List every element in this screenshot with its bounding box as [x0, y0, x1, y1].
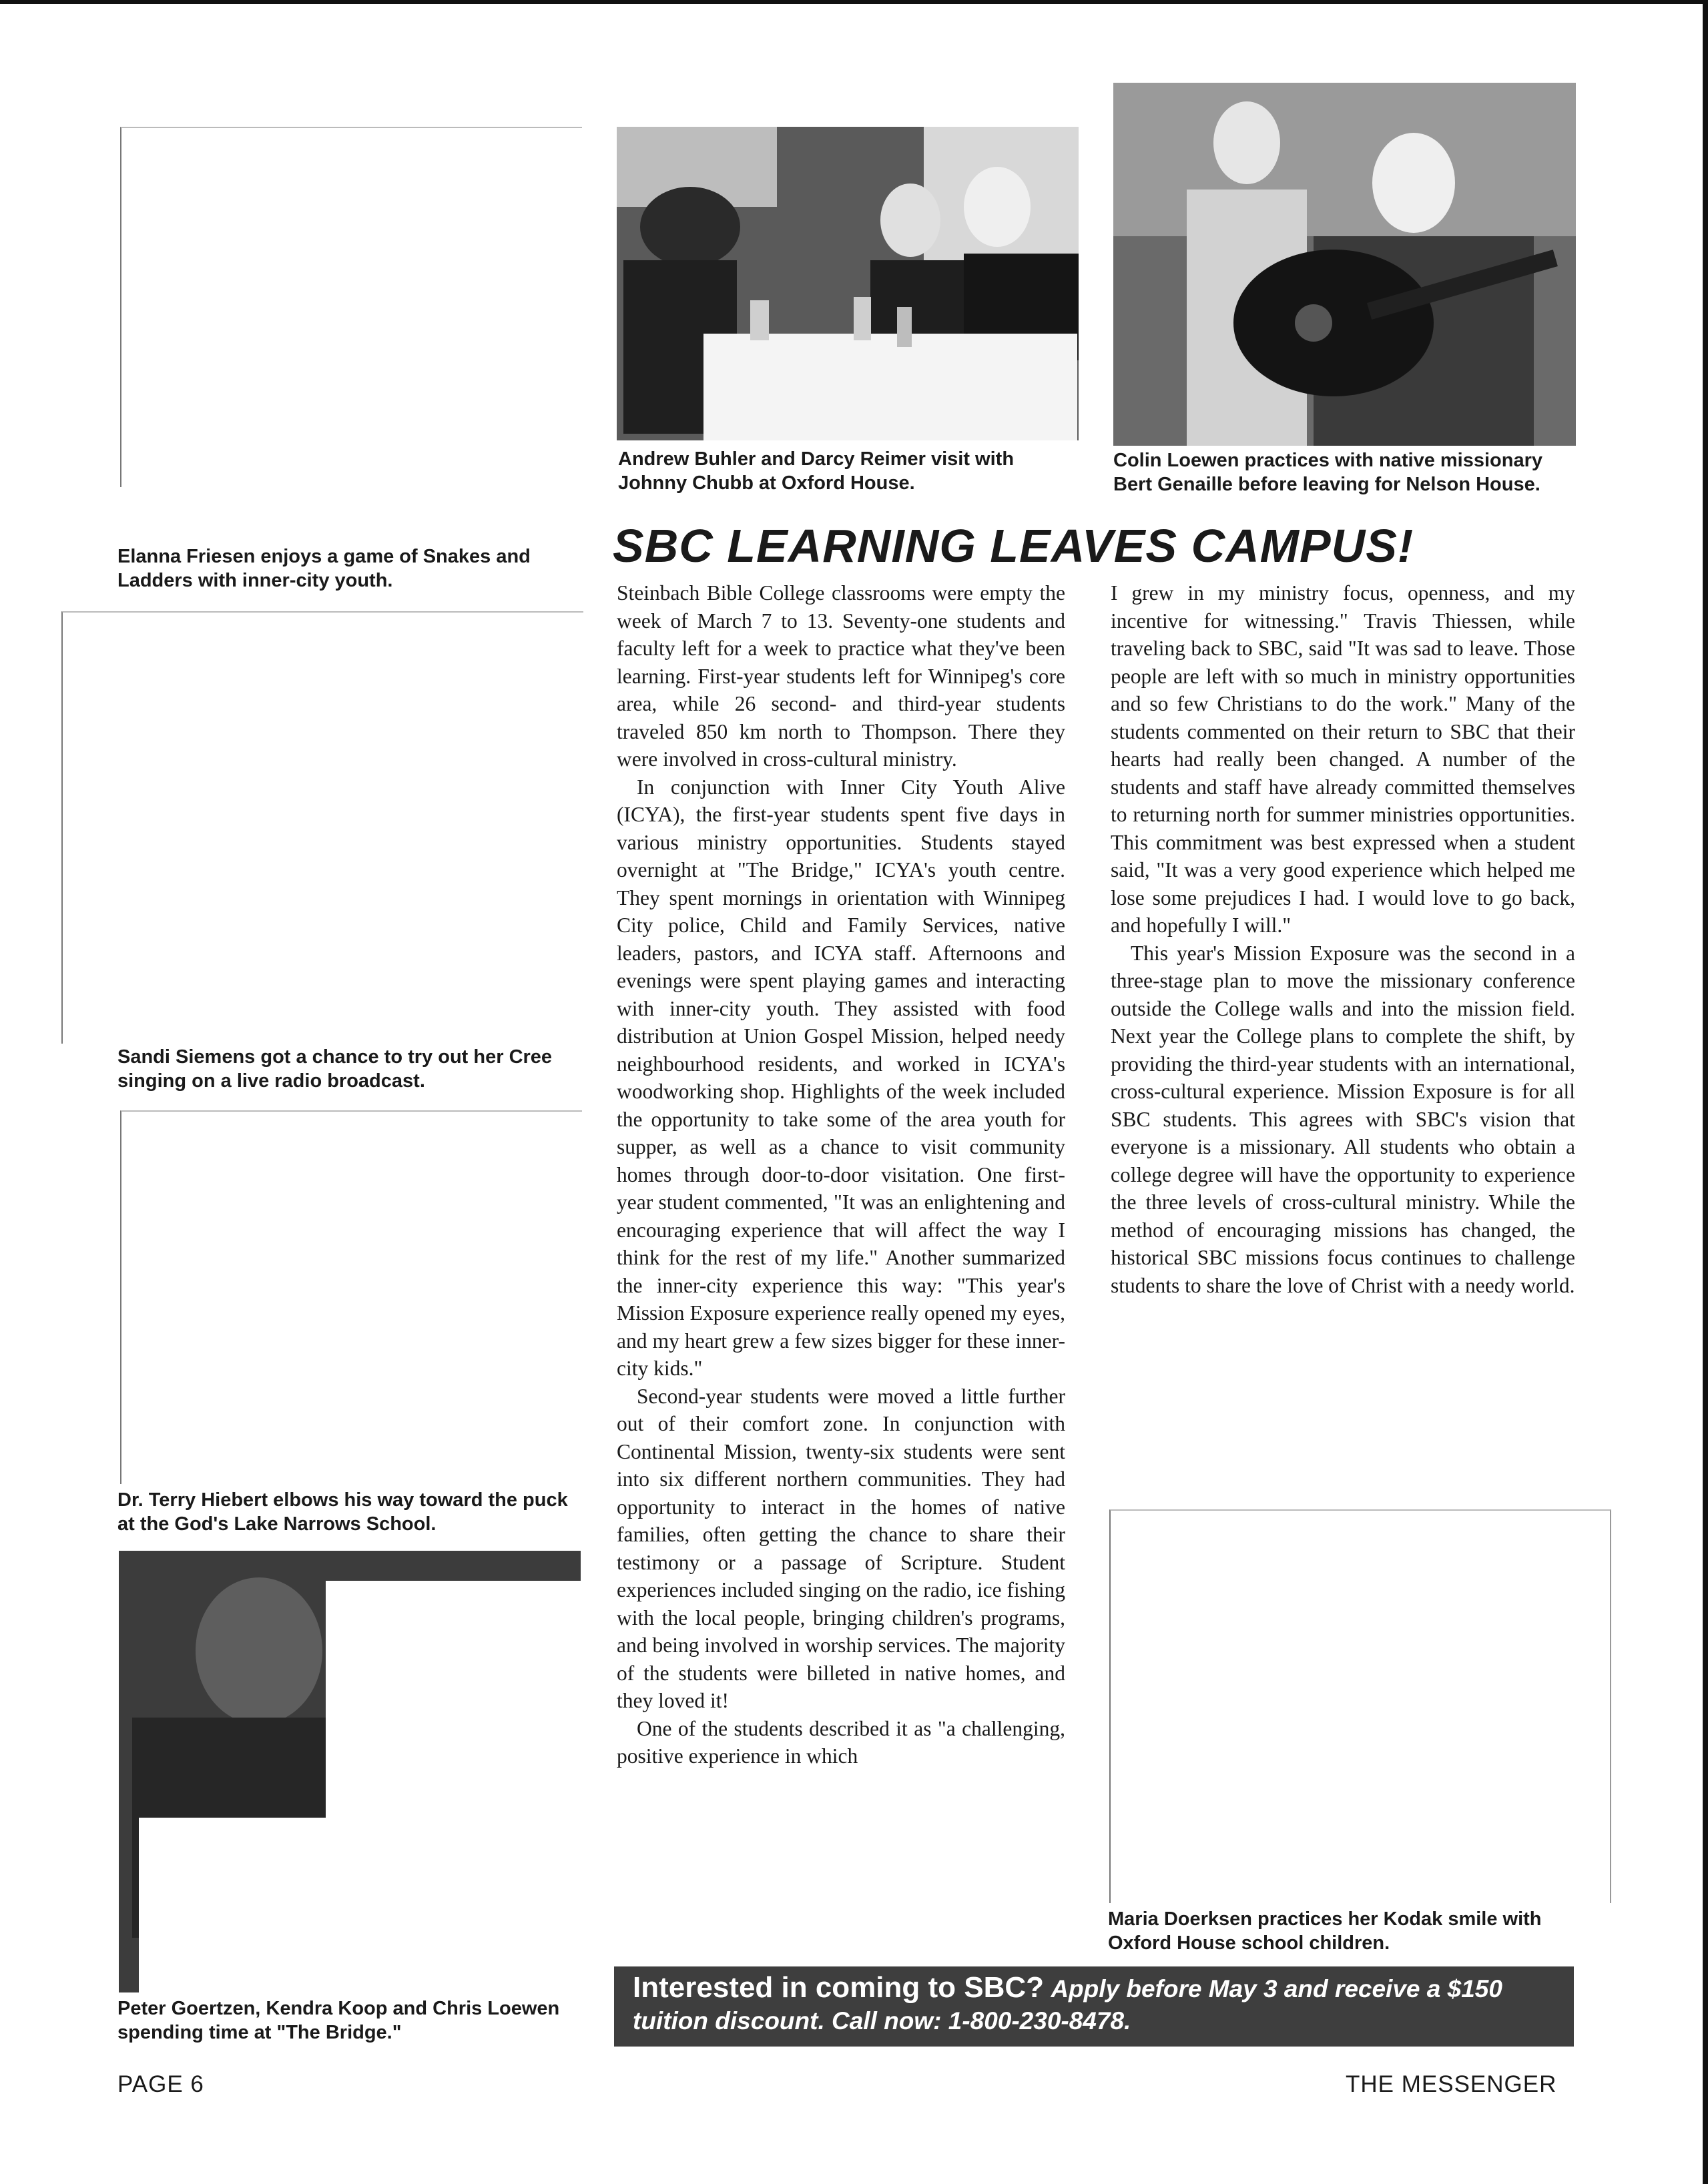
bridge-photo-svg — [119, 1551, 581, 1992]
footer-page-number: PAGE 6 — [117, 2071, 204, 2097]
photo-guitar-practice — [1113, 83, 1576, 446]
photo-caption: Colin Loewen practices with native missionary Bert Genaille before leaving for Nelson House. — [1113, 450, 1543, 495]
article-headline: SBC LEARNING LEAVES CAMPUS! — [613, 520, 1414, 572]
photo-the-bridge — [119, 1551, 581, 1992]
article-paragraph: In conjunction with Inner City Youth Alive (ICYA), the first-year students spent five days in various ministry opportunities. Students stayed overnight at "The Bridge," ICYA's youth centre. They spent mornings in orientation with Winnipeg City police, Child and Family Services, native leaders, pastors, and ICYA staff. Afternoons and evenings were spent playing games and interacting with inner-city youth. They assisted with food distribution at Union Gospel Mission, helped needy neighbourhood residents, and worked in ICYA's woodworking shop. Highlights of the week included the opportunity to take some of the area youth for supper, as well as a chance to visit community homes through door-to-door visitation. One first-year student commented, "It was an enlightening and encouraging experience that will affect the way I think for the rest of my life." Another summarized the inner-city experience this way: "This year's Mission Exposure experience really opened my eyes, and my heart grew a few sizes bigger for these inner-city kids." — [617, 775, 1065, 1380]
visit-photo-svg — [617, 127, 1079, 440]
photo-caption: Maria Doerksen practices her Kodak smile with Oxford House school children. — [1108, 1908, 1542, 1954]
article-paragraph: One of the students described it as "a challenging, positive experience in which — [617, 1716, 1065, 1768]
photo-caption: Dr. Terry Hiebert elbows his way toward the puck at the God's Lake Narrows School. — [117, 1489, 568, 1535]
page-border-top — [0, 0, 1708, 4]
photo-caption: Sandi Siemens got a chance to try out her Cree singing on a live radio broadcast. — [117, 1046, 553, 1092]
article-column-2 — [1111, 579, 1575, 1299]
footer-publication-name: THE MESSENGER — [1346, 2071, 1557, 2097]
photo-oxford-house-visit — [617, 127, 1079, 440]
page-border-right — [1703, 0, 1708, 2184]
photo-kodak-smile — [1109, 1509, 1611, 1903]
photo-caption: Andrew Buhler and Darcy Reimer visit with Johnny Chubb at Oxford House. — [618, 448, 1015, 494]
article-paragraph: I grew in my ministry focus, openness, and my incentive for witnessing." Travis Thiessen, while traveling back to SBC, said "It was sad to leave. Those people are left with so much in ministry opportunities and so few Christians to do the work." Many of the students commented on their return to SBC that their hearts had really been changed. A number of the students and staff have already committed themselves to returning north for summer ministries opportunities. This commitment was best expressed when a student said, "It was a very good experience which helped me lose some prejudices I had. I would love to go back, and hopefully I will." — [1111, 581, 1575, 937]
photo-snakes-ladders — [120, 127, 582, 487]
article-column-1 — [617, 579, 1065, 1770]
banner-detail-text: Apply before May 3 and receive a $150 tuition discount. Call now: 1-800-230-8478. — [633, 1975, 1502, 2035]
article-paragraph: This year's Mission Exposure was the second in a three-stage plan to move the missionary conference outside the College walls and into the mission field. Next year the College plans to complete the shift, by providing the third-year students with an international, cross-cultural experience. Mission Exposure is for all SBC students. This agrees with SBC's vision that everyone is a missionary. All students who obtain a college degree will have the opportunity to experience the three levels of cross-cultural ministry. While the method of encouraging missions has changed, the historical SBC missions focus continues to challenge students to share the love of Christ with a needy world. — [1111, 941, 1575, 1297]
banner-lead-text: Interested in coming to SBC? — [633, 1971, 1045, 2004]
photo-caption: Elanna Friesen enjoys a game of Snakes and Ladders with inner-city youth. — [117, 546, 531, 591]
photo-radio-broadcast — [61, 611, 583, 1044]
photo-hockey — [120, 1110, 582, 1484]
photo-caption: Peter Goertzen, Kendra Koop and Chris Loewen spending time at "The Bridge." — [117, 1998, 560, 2043]
article-paragraph: Steinbach Bible College classrooms were empty the week of March 7 to 13. Seventy-one students and faculty left for a week to practice what they've been learning. First-year students left for Winnipeg's core area, while 26 second- and third-year students traveled 850 km north to Thompson. There they were involved in cross-cultural ministry. — [617, 581, 1065, 771]
article-paragraph: Second-year students were moved a little further out of their comfort zone. In conjunction with Continental Mission, twenty-six students were sent into six different northern communities. They had opportunity to interact in the homes of native families, often getting the chance to share their testimony or a passage of Scripture. Student experiences included singing on the radio, ice fishing with the local people, bringing children's programs, and being involved in worship services. The majority of the students were billeted in native homes, and they loved it! — [617, 1384, 1065, 1712]
admissions-banner — [614, 1966, 1574, 2047]
guitar-photo-svg — [1113, 83, 1576, 446]
